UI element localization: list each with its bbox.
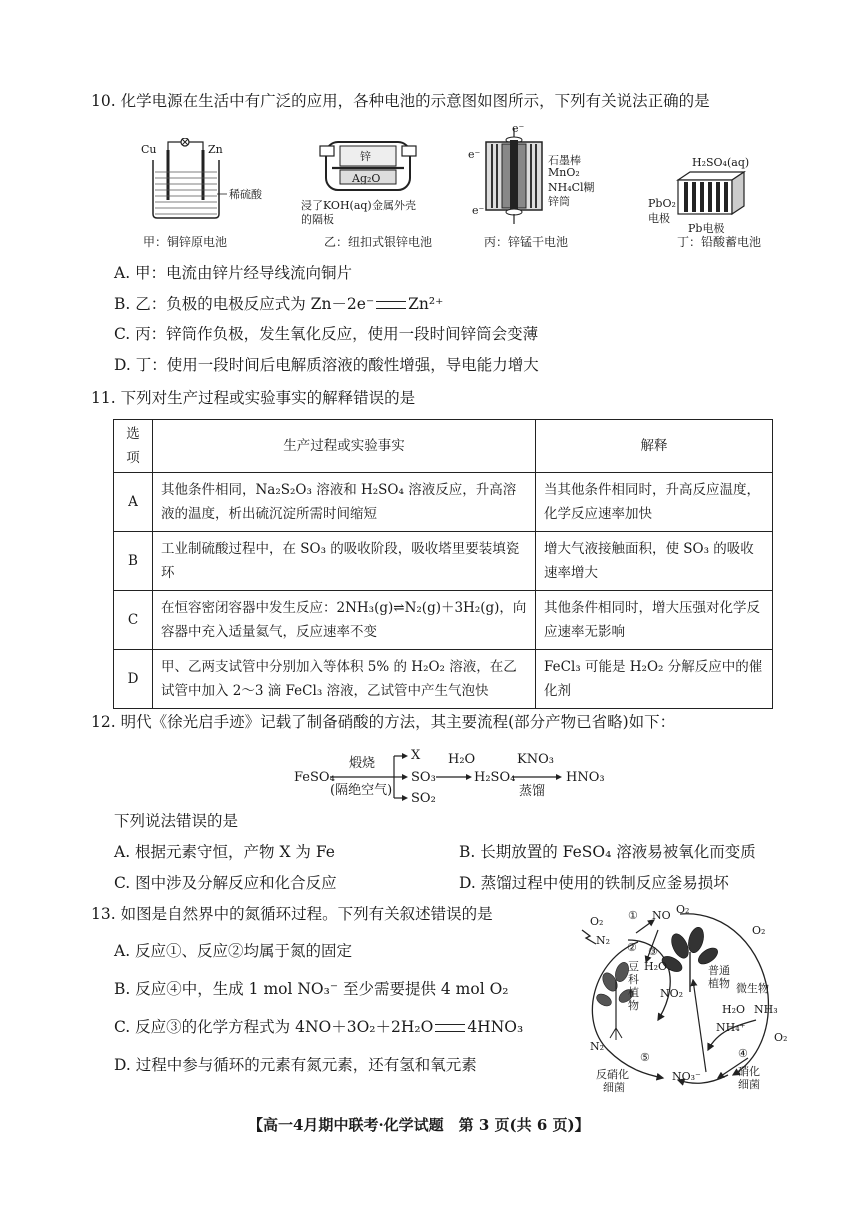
- label-dilute-acid: 稀硫酸: [229, 188, 262, 201]
- flow-h2so4: H₂SO₄: [474, 770, 516, 785]
- q13-stem: 13. 如图是自然界中的氮循环过程。下列有关叙述错误的是: [91, 905, 493, 923]
- label-zn: Zn: [208, 143, 223, 156]
- flow-so2: SO₂: [411, 791, 436, 806]
- label-pbo2: PbO₂: [648, 197, 676, 210]
- caption-button-cell: 乙：纽扣式银锌电池: [324, 235, 433, 249]
- q11-table: [113, 419, 773, 709]
- row-fact: 在恒容密闭容器中发生反应：2NH₃(g)⇌N₂(g)＋3H₂(g)，向容器中充入适量氦气，反应速率不变: [153, 591, 536, 650]
- nc-denit-1: 反硝化: [596, 1068, 629, 1081]
- q13-option-c: C. 反应③的化学方程式为 4NO＋3O₂＋2H₂O 4HNO₃: [114, 1018, 524, 1036]
- q13-option-a: A. 反应①、反应②均属于氮的固定: [114, 942, 353, 960]
- nc-h2o-1: H₂O: [644, 960, 668, 973]
- nc-plant-1: 普通: [708, 964, 730, 977]
- row-fact: 工业制硫酸过程中，在 SO₃ 的吸收阶段，吸收塔里要装填瓷环: [153, 532, 536, 591]
- nc-n2-top: N₂: [596, 934, 611, 947]
- q12-option-b: B. 长期放置的 FeSO₄ 溶液易被氧化而变质: [459, 843, 756, 861]
- nc-denit-2: 细菌: [603, 1081, 625, 1094]
- caption-zinc-manganese-cell: 丙：锌锰干电池: [484, 235, 569, 249]
- table-row: [114, 591, 773, 650]
- row-explanation: 增大气液接触面积，使 SO₃ 的吸收速率增大: [536, 532, 773, 591]
- nc-o2-4: O₂: [774, 1031, 788, 1044]
- nc-legume-4: 物: [628, 999, 639, 1012]
- flow-so3: SO₃: [411, 770, 436, 785]
- nc-circle-3: ③: [648, 945, 658, 958]
- header-fact: 生产过程或实验事实: [153, 420, 536, 473]
- q12-stem: 12. 明代《徐光启手迹》记载了制备硝酸的方法，其主要流程(部分产物已省略)如下：: [91, 713, 676, 731]
- nc-no: NO: [652, 909, 671, 922]
- row-option: B: [114, 532, 153, 591]
- label-pbo2-electrode: 电极: [648, 212, 670, 225]
- q13-option-b: B. 反应④中，生成 1 mol NO₃⁻ 至少需要提供 4 mol O₂: [114, 980, 509, 998]
- row-fact: 甲、乙两支试管中分别加入等体积 5% 的 H₂O₂ 溶液，在乙试管中加入 2～3 滴 FeCl₃ 溶液，乙试管中产生气泡快: [153, 650, 536, 709]
- nc-circle-5: ⑤: [640, 1051, 650, 1064]
- q12-sub-stem: 下列说法错误的是: [114, 812, 239, 830]
- label-nh4cl-paste: NH₄Cl糊: [548, 181, 595, 194]
- q11-stem: 11. 下列对生产过程或实验事实的解释错误的是: [91, 389, 416, 407]
- nc-circle-2: ②: [627, 941, 637, 954]
- q13-option-d: D. 过程中参与循环的元素有氮元素，还有氢和氧元素: [114, 1056, 477, 1074]
- table-row: [114, 532, 773, 591]
- label-zinc-can: 锌筒: [548, 195, 570, 208]
- header-explanation: 解释: [536, 420, 773, 473]
- flow-no-air: (隔绝空气): [330, 783, 393, 798]
- nc-no3: NO₃⁻: [672, 1070, 701, 1083]
- nc-nh3: NH₃: [754, 1003, 778, 1016]
- flow-calcine: 煅烧: [349, 756, 376, 771]
- nc-plant-2: 植物: [708, 977, 730, 990]
- flow-hno3: HNO₃: [566, 770, 605, 785]
- nc-o2-1: O₂: [590, 915, 604, 928]
- nc-n2-bottom: N₂: [590, 1040, 605, 1053]
- row-explanation: 当其他条件相同时，升高反应温度，化学反应速率加快: [536, 473, 773, 532]
- nc-circle-1: ①: [628, 909, 638, 922]
- row-fact: 其他条件相同，Na₂S₂O₃ 溶液和 H₂SO₄ 溶液反应，升高溶液的温度，析出硫沉淀所需时间缩短: [153, 473, 536, 532]
- q10-option-b: B. 乙：负极的电极反应式为 Zn－2e⁻ Zn²⁺: [114, 295, 444, 313]
- q12-option-d: D. 蒸馏过程中使用的铁制反应釜易损坏: [459, 874, 729, 892]
- nc-legume-3: 植: [628, 986, 639, 999]
- row-explanation: 其他条件相同时，增大压强对化学反应速率无影响: [536, 591, 773, 650]
- row-option: A: [114, 473, 153, 532]
- table-row: [114, 650, 773, 709]
- flow-feso4: FeSO₄: [294, 770, 335, 785]
- label-electron-bottom: e⁻: [472, 204, 485, 217]
- q10-option-d: D. 丁：使用一段时间后电解质溶液的酸性增强，导电能力增大: [114, 356, 539, 374]
- figure-lead-acid-battery: [670, 168, 750, 218]
- flow-h2o: H₂O: [448, 752, 476, 767]
- nc-o2-3: O₂: [752, 924, 766, 937]
- label-separator: 的隔板: [301, 213, 334, 226]
- row-explanation: FeCl₃ 可能是 H₂O₂ 分解反应中的催化剂: [536, 650, 773, 709]
- row-option: C: [114, 591, 153, 650]
- label-metal-shell: 金属外壳: [372, 199, 416, 212]
- label-mno2: MnO₂: [548, 166, 580, 179]
- q10-option-a: A. 甲：电流由锌片经导线流向铜片: [114, 264, 353, 282]
- flow-x: X: [411, 748, 421, 763]
- caption-copper-zinc-cell: 甲：铜锌原电池: [143, 235, 228, 249]
- label-h2so4-aq: H₂SO₄(aq): [692, 156, 750, 169]
- nc-no2: NO₂: [660, 987, 684, 1000]
- label-separator-koh: 浸了KOH(aq): [301, 199, 372, 212]
- nc-nitrify-1: 硝化: [738, 1065, 760, 1078]
- nc-circle-4: ④: [738, 1047, 748, 1060]
- page-footer: 【高一4月期中联考·化学试题 第 3 页(共 6 页)】: [248, 1116, 590, 1134]
- nc-nh4: NH₄⁺: [716, 1021, 746, 1034]
- nc-microbe: 微生物: [736, 982, 769, 995]
- row-option: D: [114, 650, 153, 709]
- flow-distill: 蒸馏: [519, 784, 546, 799]
- table-row: [114, 473, 773, 532]
- header-option: 选项: [114, 420, 153, 473]
- table-header-row: [114, 420, 773, 473]
- label-electron-left: e⁻: [468, 148, 481, 161]
- q10-option-c: C. 丙：锌筒作负极，发生氧化反应，使用一段时间锌筒会变薄: [114, 325, 539, 343]
- nc-h2o-2: H₂O: [722, 1003, 746, 1016]
- q10-stem: 10. 化学电源在生活中有广泛的应用，各种电池的示意图如图所示，下列有关说法正确的是: [91, 92, 710, 110]
- label-pb-electrode: Pb电极: [688, 222, 725, 235]
- label-zinc: 锌: [360, 150, 371, 163]
- q12-option-a: A. 根据元素守恒，产物 X 为 Fe: [114, 843, 335, 861]
- flow-kno3: KNO₃: [517, 752, 554, 767]
- q12-option-c: C. 图中涉及分解反应和化合反应: [114, 874, 337, 892]
- caption-lead-acid-battery: 丁：铅酸蓄电池: [677, 235, 762, 249]
- nc-legume-2: 科: [628, 973, 639, 986]
- nc-nitrify-2: 细菌: [738, 1078, 760, 1091]
- label-cu: Cu: [141, 143, 157, 156]
- nc-legume-1: 豆: [628, 960, 639, 973]
- label-graphite-rod: 石墨棒: [548, 154, 581, 167]
- label-electron-top: e⁻: [512, 122, 525, 135]
- figure-zinc-manganese-cell: [474, 124, 554, 228]
- label-ag2o: Ag₂O: [352, 172, 381, 185]
- nc-o2-2: O₂: [676, 903, 690, 916]
